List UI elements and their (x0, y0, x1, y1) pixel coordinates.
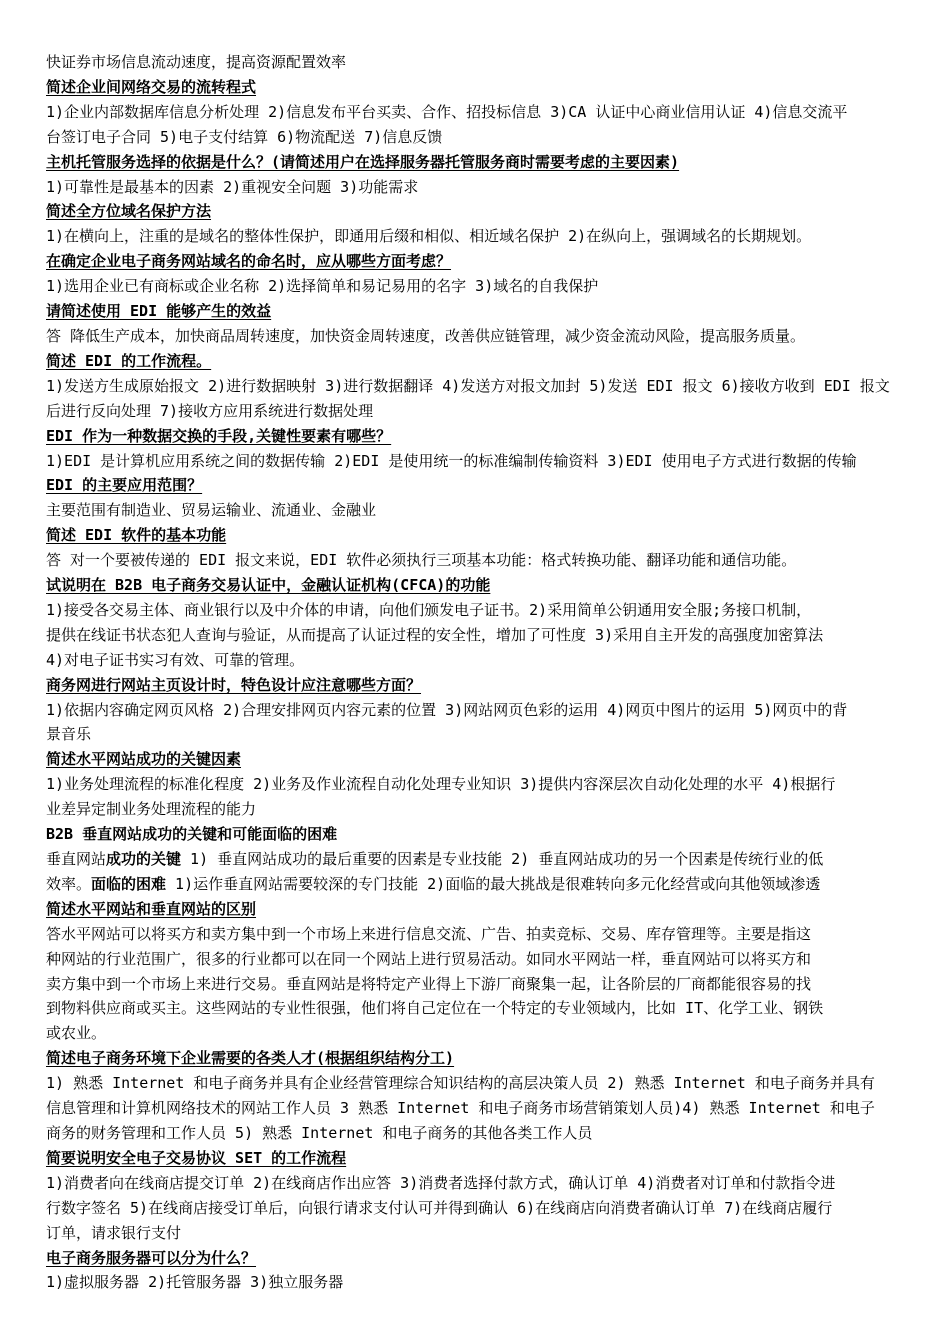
answer-line: 1)在横向上，注重的是域名的整体性保护，即通用后缀和相似、相近域名保护 2)在纵向上，强调域名的长期规划。 (46, 227, 812, 246)
answer-line: 答 对一个要被传递的 EDI 报文来说，EDI 软件必须执行三项基本功能：格式转换功能、翻译功能和通信功能。 (46, 551, 797, 570)
answer-line: 1) 熟悉 Internet 和电子商务并具有企业经营管理综合知识结构的高层决策人员 2) 熟悉 Internet 和电子商务并具有 (46, 1074, 875, 1093)
section-heading: B2B 垂直网站成功的关键和可能面临的困难 (46, 825, 338, 844)
answer-keyword: 面临的困难 (91, 874, 167, 893)
answer-line: 景音乐 (46, 725, 92, 744)
answer-line: 1)依据内容确定网页风格 2)合理安排网页内容元素的位置 3)网站网页色彩的运用 4)网页中图片的运用 5)网页中的背 (46, 700, 848, 719)
document-body (46, 50, 908, 1295)
answer-line: 1)EDI 是计算机应用系统之间的数据传输 2)EDI 是使用统一的标准编制传输资料 3)EDI 使用电子方式进行数据的传输 (46, 451, 857, 470)
answer-line: 1)虚拟服务器 2)托管服务器 3)独立服务器 (46, 1273, 344, 1292)
answer-keyword: 成功的关键 (106, 850, 182, 868)
question-heading: 简述水平网站和垂直网站的区别 (46, 899, 257, 918)
question-heading: 请简述使用 EDI 能够产生的效益 (46, 302, 272, 321)
question-heading: 简述电子商务环境下企业需要的各类人才(根据组织结构分工) (46, 1049, 455, 1068)
answer-line: 1)接受各交易主体、商业银行以及中介体的申请，向他们颁发电子证书。2)采用简单公钥通用安全服;务接口机制， (46, 600, 812, 619)
question-heading: 电子商务服务器可以分为什么？ (46, 1248, 257, 1267)
answer-line: 答 降低生产成本，加快商品周转速度，加快资金周转速度，改善供应链管理，减少资金流动风险，提高服务质量。 (46, 326, 806, 345)
answer-line: 到物料供应商或买主。这些网站的专业性很强，他们将自己定位在一个特定的专业领域内，比如 IT、化学工业、钢铁 (46, 999, 824, 1018)
question-heading: 商务网进行网站主页设计时，特色设计应注意哪些方面？ (46, 675, 422, 694)
answer-line: 信息管理和计算机网络技术的网站工作人员 3 熟悉 Internet 和电子商务市场营销策划人员)4) 熟悉 Internet 和电子 (46, 1099, 875, 1118)
answer-line (46, 847, 908, 872)
question-heading: 简述 EDI 软件的基本功能 (46, 526, 227, 545)
answer-line: 1)消费者向在线商店提交订单 2)在线商店作出应答 3)消费者选择付款方式，确认订单 4)消费者对订单和付款指令进 (46, 1173, 836, 1192)
answer-line: 商务的财务管理和工作人员 5) 熟悉 Internet 和电子商务的其他各类工作人员 (46, 1123, 593, 1142)
answer-text: 垂直网站 (46, 850, 107, 868)
answer-line: 1)可靠性是最基本的因素 2)重视安全问题 3)功能需求 (46, 177, 419, 196)
answer-line: 订单，请求银行支付 (46, 1223, 182, 1242)
answer-line: 卖方集中到一个市场上来进行交易。垂直网站是将特定产业得上下游厂商聚集一起，让各阶层的厂商都能很容易的找 (46, 974, 812, 993)
answer-line: 业差异定制业务处理流程的能力 (46, 800, 257, 819)
question-heading: EDI 作为一种数据交换的手段,关键性要素有哪些？ (46, 426, 392, 445)
answer-text: 效率。 (46, 874, 92, 893)
answer-line: 主要范围有制造业、贸易运输业、流通业、金融业 (46, 501, 377, 520)
question-heading: EDI 的主要应用范围？ (46, 476, 203, 495)
answer-line: 或农业。 (46, 1024, 107, 1043)
answer-line: 快证券市场信息流动速度，提高资源配置效率 (46, 53, 347, 71)
question-heading: 简要说明安全电子交易协议 SET 的工作流程 (46, 1148, 347, 1167)
answer-line: 答水平网站可以将买方和卖方集中到一个市场上来进行信息交流、广告、拍卖竞标、交易、库存管理等。主要是指这 (46, 924, 812, 943)
question-heading: 在确定企业电子商务网站域名的命名时，应从哪些方面考虑？ (46, 252, 452, 271)
answer-text: 1)运作垂直网站需要较深的专门技能 2)面临的最大挑战是很难转向多元化经营或向其他领域渗透 (166, 874, 821, 893)
question-heading: 简述全方位域名保护方法 (46, 202, 212, 221)
answer-line: 1)业务处理流程的标准化程度 2)业务及作业流程自动化处理专业知识 3)提供内容深层次自动化处理的水平 4)根据行 (46, 775, 836, 794)
answer-line: 4)对电子证书实习有效、可靠的管理。 (46, 650, 305, 669)
question-heading: 主机托管服务选择的依据是什么？(请简述用户在选择服务器托管服务商时需要考虑的主要因素) (46, 152, 680, 171)
question-heading: 试说明在 B2B 电子商务交易认证中，金融认证机构(CFCA)的功能 (46, 576, 491, 595)
answer-line (46, 872, 908, 897)
answer-line: 1)选用企业已有商标或企业名称 2)选择简单和易记易用的名字 3)域名的自我保护 (46, 277, 599, 296)
answer-line: 行数字签名 5)在线商店接受订单后，向银行请求支付认可并得到确认 6)在线商店向消费者确认订单 7)在线商店履行 (46, 1198, 833, 1217)
answer-line: 种网站的行业范围广，很多的行业都可以在同一个网站上进行贸易活动。如同水平网站一样，垂直网站可以将买方和 (46, 949, 812, 968)
answer-line: 提供在线证书状态犯人查询与验证，从而提高了认证过程的安全性，增加了可性度 3)采用自主开发的高强度加密算法 (46, 625, 824, 644)
question-heading: 简述水平网站成功的关键因素 (46, 750, 242, 769)
answer-line: 1)发送方生成原始报文 2)进行数据映射 3)进行数据翻译 4)发送方对报文加封 5)发送 EDI 报文 6)接收方收到 EDI 报文 (46, 376, 890, 395)
answer-text: 1) 垂直网站成功的最后重要的因素是专业技能 2) 垂直网站成功的另一个因素是传统行业的低 (181, 850, 824, 868)
answer-line: 1)企业内部数据库信息分析处理 2)信息发布平台买卖、合作、招投标信息 3)CA 认证中心商业信用认证 4)信息交流平 (46, 102, 848, 121)
question-heading: 简述 EDI 的工作流程。 (46, 351, 212, 370)
answer-line: 台签订电子合同 5)电子支付结算 6)物流配送 7)信息反馈 (46, 127, 443, 146)
answer-line: 后进行反向处理 7)接收方应用系统进行数据处理 (46, 401, 374, 420)
question-heading: 简述企业间网络交易的流转程式 (46, 77, 257, 96)
